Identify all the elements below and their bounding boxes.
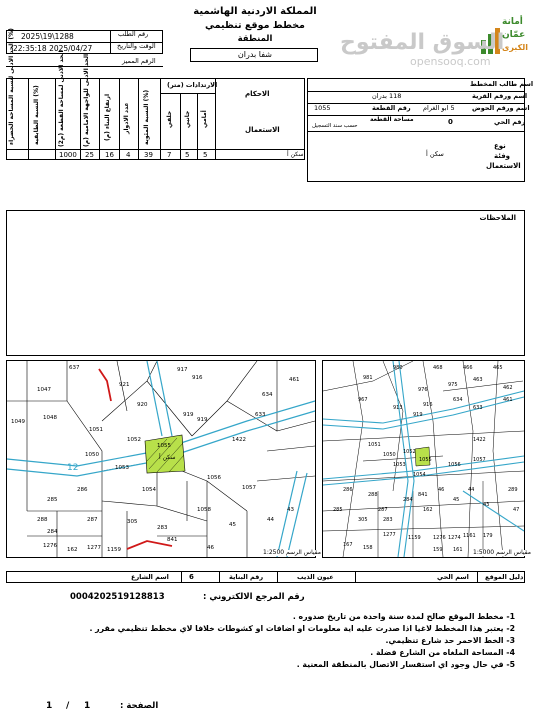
parcel-number-1049: 1049	[11, 419, 25, 425]
parcel-number-1051: 1051	[368, 442, 381, 448]
parcel-number-1057: 1057	[242, 485, 256, 491]
col-min-area: الحد الادنى لمساحة القطعة (م2)	[58, 50, 65, 147]
district-label: رقم الحي	[494, 118, 526, 126]
value-height: 16	[105, 151, 114, 159]
parcel-number-1159: 1159	[408, 535, 421, 541]
parcel-number-179: 179	[483, 533, 493, 539]
parcel-number-1274: 1274	[448, 535, 461, 541]
col-max-ratio: الحد الادنى لنسبة المساحة الخضراء (%)	[8, 28, 15, 145]
special-number-label: الرقم المميز	[122, 57, 156, 65]
land-use-label-1: نوع	[494, 142, 506, 150]
parcel-number-1422: 1422	[473, 437, 486, 443]
parcel-number-919: 919	[183, 412, 194, 418]
parcel-number-43: 43	[483, 502, 490, 508]
parcel-number-465: 465	[493, 365, 503, 371]
land-use-label-3: الاستعمال	[486, 162, 521, 170]
parcel-number-466: 466	[463, 365, 473, 371]
value-floors: 4	[126, 151, 131, 159]
use-header: الاستعمال	[245, 126, 280, 134]
watermark-latin: opensooq.com	[410, 55, 491, 68]
map-left	[6, 360, 321, 558]
parcel-number-841: 841	[167, 537, 178, 543]
parcel-number-461: 461	[289, 377, 300, 383]
district-name-value: عيون الذيب	[297, 573, 334, 581]
parcel-number-162: 162	[423, 507, 433, 513]
parcel-number-462: 462	[503, 385, 513, 391]
regulated-street-line	[99, 369, 111, 401]
title-block	[190, 6, 320, 44]
parcel-number-286: 286	[77, 487, 88, 493]
parcel-number-1277: 1277	[383, 532, 396, 538]
parcel-number-288: 288	[368, 492, 378, 498]
page-label: الصفحة :	[120, 701, 159, 711]
cadastral-map-right	[323, 361, 524, 557]
cadastral-map-left	[7, 361, 315, 557]
area-label: مساحة القطعة	[370, 116, 414, 123]
parcel-number-287: 287	[378, 507, 388, 513]
parcel-number-287: 287	[87, 517, 98, 523]
page-total: 1	[46, 701, 53, 711]
conditions-list	[10, 612, 515, 672]
regulated-street-line-2	[127, 541, 172, 549]
map-right-scale: مقياس الرسم 1:5000	[473, 549, 531, 556]
parcel-number-labels-right	[333, 365, 519, 553]
value-min-area: 1000	[59, 151, 77, 159]
parcel-number-633: 633	[473, 405, 483, 411]
parcel-number-917: 917	[177, 367, 188, 373]
parcel-number-305: 305	[127, 519, 138, 525]
parcel-number-1050: 1050	[383, 452, 396, 458]
road-width-label: 12	[67, 463, 79, 473]
value-coverage: 39	[144, 151, 153, 159]
parcel-number-975: 975	[448, 382, 458, 388]
basin-label: اسم ورقم الحوض	[472, 104, 530, 112]
watermark-arabic: السوق المفتوح	[340, 30, 505, 55]
parcel-number-976: 976	[418, 387, 428, 393]
col-side: جانبي	[184, 110, 191, 128]
parcel-number-285: 285	[47, 497, 58, 503]
parcel-number-980: 980	[393, 365, 403, 371]
village-value: 118 بدران	[372, 92, 402, 100]
parcel-number-634: 634	[453, 397, 463, 403]
selected-parcel-label: سكن أ	[159, 454, 176, 461]
parcel-number-47: 47	[513, 507, 520, 513]
parcel-number-162: 162	[67, 547, 78, 553]
logo-text-3: الكبرى	[502, 43, 528, 52]
parcel-number-1055: 1055	[419, 457, 432, 463]
parcel-number-1052: 1052	[127, 437, 141, 443]
region-value: شفا بدران	[237, 50, 272, 59]
col-min-facade: الحد الادنى للواجهة الامامية (م)	[83, 53, 90, 147]
col-height: ارتفاع البناء (م)	[104, 93, 111, 141]
parcel-number-1055: 1055	[157, 443, 171, 449]
map-left-scale: مقياس الرسم 1:2500	[263, 549, 321, 556]
parcel-number-283: 283	[383, 517, 393, 523]
parcel-number-461: 461	[503, 397, 513, 403]
parcel-number-161: 161	[453, 547, 463, 553]
parcel-number-167: 167	[343, 542, 353, 548]
region-box	[190, 48, 318, 62]
parcel-number-1057: 1057	[473, 457, 486, 463]
parcel-number-1058: 1058	[197, 507, 211, 513]
parcel-number-288: 288	[37, 517, 48, 523]
map-right	[322, 360, 531, 558]
parcel-number-44: 44	[468, 487, 475, 493]
parcel-number-305: 305	[358, 517, 368, 523]
document-title: مخطط موقع تنظيمي	[205, 20, 305, 31]
value-use: سكن أ	[287, 151, 304, 158]
parcel-number-45: 45	[229, 522, 236, 528]
value-front: 5	[203, 151, 208, 159]
parcel-number-43: 43	[287, 507, 294, 513]
parcel-number-919: 919	[197, 417, 208, 423]
parcel-number-44: 44	[267, 517, 274, 523]
parcel-number-1056: 1056	[448, 462, 461, 468]
parcel-number-285: 285	[333, 507, 343, 513]
datetime-label: الوقت والتاريخ	[117, 42, 156, 50]
building-number-value: 6	[189, 573, 194, 581]
col-front: أمامي	[201, 110, 208, 128]
parcel-number-919: 919	[413, 412, 423, 418]
plot-info-table	[307, 78, 533, 182]
parcel-number-468: 468	[433, 365, 443, 371]
parcel-number-1053: 1053	[115, 465, 129, 471]
parcel-number-1422: 1422	[232, 437, 246, 443]
building-number-label: رقم البناية	[229, 573, 264, 581]
value-rear: 7	[167, 151, 172, 159]
condition-2: 2- يعتبر هذا المخطط لاغيا اذا صدرت عليه اية معلومات او اضافات او كشوطات خلافا لاي مخطط تنظيمي مقرر .	[89, 624, 515, 633]
street-name-label: اسم الشارع	[131, 573, 169, 581]
request-number-label: رقم الطلب	[118, 30, 149, 38]
reference-label: رقم المرجع الالكتروني :	[203, 592, 305, 602]
parcel-number-637: 637	[69, 365, 80, 371]
parcel-number-1048: 1048	[43, 415, 57, 421]
parcel-number-1054: 1054	[142, 487, 156, 493]
setbacks-header: الارتدادات (متر)	[167, 81, 218, 89]
parcel-number-967: 967	[358, 397, 368, 403]
parcel-number-981: 981	[363, 375, 373, 381]
reference-number: 0004202519128813	[70, 592, 165, 602]
parcel-number-159: 159	[433, 547, 443, 553]
condition-5: 5- في حال وجود اي استفسار الاتصال بالمنطقة المعنية .	[296, 660, 515, 669]
parcel-label: رقم القطعة	[372, 104, 411, 112]
page-current: 1	[84, 701, 91, 711]
request-datetime: 22:35:18 2025/04/27	[13, 44, 93, 53]
provisions-header: الاحكام	[245, 90, 270, 98]
value-side: 5	[185, 151, 190, 159]
parcel-number-283: 283	[157, 525, 168, 531]
parcel-number-1047: 1047	[37, 387, 51, 393]
parcel-number-46: 46	[207, 545, 214, 551]
parcel-value: 1055	[314, 104, 331, 112]
parcel-number-1161: 1161	[463, 533, 476, 539]
col-coverage: النسبة المئوية (%)	[143, 89, 150, 145]
parcel-number-284: 284	[403, 497, 413, 503]
parcel-number-1159: 1159	[107, 547, 121, 553]
condition-4: 4- المساحة الملغاه من الشارع فضلة .	[370, 648, 515, 657]
condition-3: 3- الخط الاحمر حد شارع تنظيمي.	[385, 636, 515, 645]
location-guide-label: دليل الموقع	[485, 573, 524, 581]
parcel-number-284: 284	[47, 529, 58, 535]
district-value: 0	[448, 118, 453, 126]
address-bar	[6, 571, 525, 583]
parcel-number-1056: 1056	[207, 475, 221, 481]
page-separator: /	[66, 701, 70, 711]
area-note: حسب سند التسجيل	[312, 123, 358, 129]
parcel-number-1052: 1052	[403, 449, 416, 455]
parcel-number-916: 916	[192, 375, 203, 381]
col-rear: خلفي	[166, 110, 173, 128]
parcel-number-634: 634	[262, 392, 273, 398]
district-name-label: اسم الحي	[437, 573, 469, 581]
basin-value: 5 ابو الغرام	[423, 104, 455, 112]
notes-box	[6, 210, 525, 356]
village-label: اسم ورقم القرية	[472, 92, 528, 100]
parcel-number-920: 920	[137, 402, 148, 408]
parcel-number-916: 916	[423, 402, 433, 408]
parcel-number-1051: 1051	[89, 427, 103, 433]
parcel-number-45: 45	[453, 497, 460, 503]
request-number: 2025\19\1288	[21, 32, 74, 41]
kingdom-title: المملكة الاردنية الهاشمية	[193, 6, 317, 17]
notes-label: الملاحظات	[479, 214, 516, 222]
parcel-number-921: 921	[119, 382, 130, 388]
parcel-number-1050: 1050	[85, 452, 99, 458]
applicant-label: اسم طالب المخطط	[470, 80, 533, 88]
logo-text-1: أمانة	[502, 17, 523, 27]
parcel-number-1053: 1053	[393, 462, 406, 468]
land-use-label-2: وفئة	[494, 152, 511, 160]
parcel-number-1054: 1054	[413, 472, 426, 478]
parcel-number-913: 913	[393, 405, 403, 411]
parcel-number-289: 289	[508, 487, 518, 493]
parcel-number-841: 841	[418, 492, 428, 498]
region-label: المنطقة	[237, 34, 273, 44]
parcel-number-463: 463	[473, 377, 483, 383]
parcel-number-1276: 1276	[43, 543, 57, 549]
land-use-value: سكن أ	[426, 150, 444, 158]
parcel-number-633: 633	[255, 412, 266, 418]
value-min-facade: 25	[85, 151, 94, 159]
col-floors: عدد الادوار	[123, 102, 130, 134]
col-floor-ratio: النسبة الطابقية (%)	[33, 85, 40, 145]
parcel-number-286: 286	[343, 487, 353, 493]
condition-1: 1- مخطط الموقع صالح لمدة سنة واحدة من تاريخ صدوره .	[292, 612, 515, 621]
logo-text-2: عمّان	[502, 30, 526, 40]
page-footer	[40, 700, 200, 714]
parcel-number-46: 46	[438, 487, 445, 493]
parcel-number-1277: 1277	[87, 545, 101, 551]
parcel-number-1276: 1276	[433, 535, 446, 541]
parcel-number-158: 158	[363, 545, 373, 551]
